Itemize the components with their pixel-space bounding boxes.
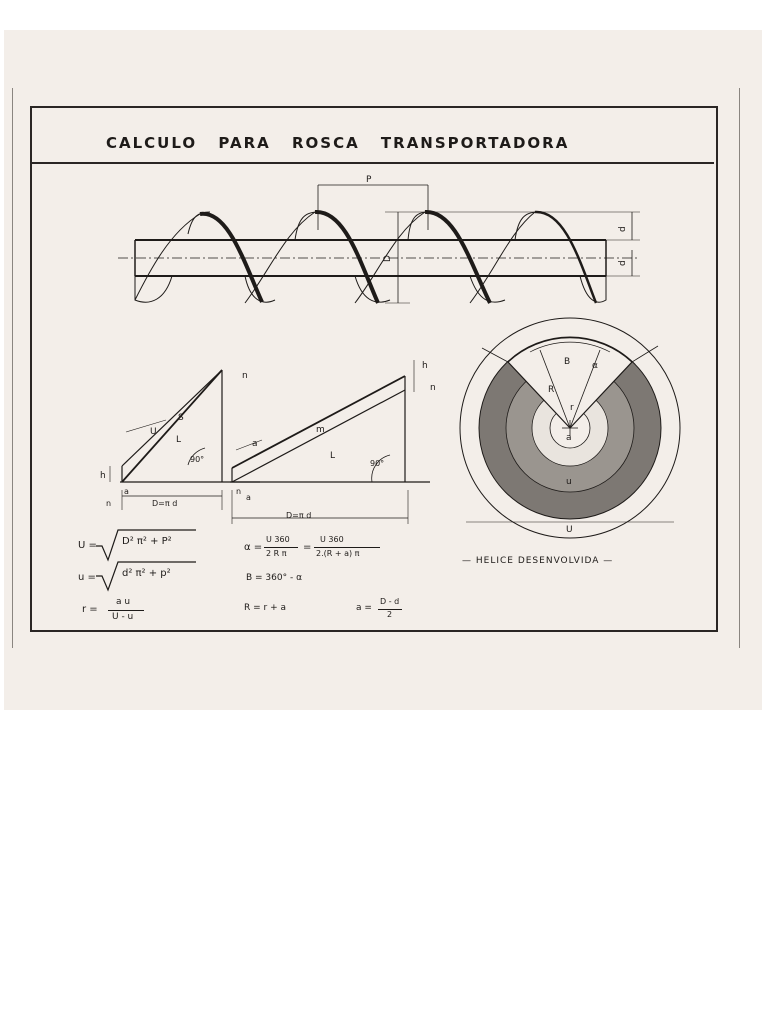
right-base-label: D=π d bbox=[286, 511, 312, 520]
formula-alpha-d1: 2 R π bbox=[266, 549, 287, 558]
formula-alpha-bar1 bbox=[264, 547, 298, 548]
disc-beta-label: B bbox=[564, 357, 571, 367]
formula-a-lhs: a = bbox=[356, 603, 372, 613]
left-h-label: h bbox=[100, 471, 106, 481]
formula-alpha-n1: U 360 bbox=[266, 535, 290, 544]
formula-r-den: U - u bbox=[112, 612, 134, 622]
right-m-label: m bbox=[316, 425, 325, 435]
formula-a-den: 2 bbox=[387, 610, 393, 619]
right-h-label: h bbox=[422, 361, 428, 371]
right-corner-a-label: a bbox=[246, 493, 251, 502]
formula-r-num: a u bbox=[116, 597, 131, 607]
right-n-label: n bbox=[430, 383, 436, 393]
disc-alpha-label: α bbox=[592, 361, 598, 371]
outer-diameter-label: D bbox=[383, 255, 393, 262]
inner-diameter-label-bottom: d bbox=[618, 260, 628, 266]
formula-r-lhs: r = bbox=[82, 604, 98, 615]
formula-U-rhs: D² π² + P² bbox=[122, 536, 172, 547]
inner-diameter-label-top: d bbox=[618, 226, 628, 232]
right-triangle bbox=[230, 360, 430, 524]
blank-page-area bbox=[0, 712, 768, 1024]
formula-r-fraction-bar bbox=[108, 610, 144, 611]
right-l-label: L bbox=[330, 451, 336, 461]
disc-a-label: a bbox=[566, 433, 572, 443]
formula-alpha-lhs: α = bbox=[244, 542, 263, 553]
left-u-label: U bbox=[150, 427, 157, 437]
formula-alpha-bar2 bbox=[314, 547, 380, 548]
formula-beta: B = 360° - α bbox=[246, 573, 303, 583]
left-angle-label: 90° bbox=[190, 455, 205, 464]
left-l-label: L bbox=[176, 435, 182, 445]
left-corner-a-label: a bbox=[124, 487, 129, 496]
disc-u-label: u bbox=[566, 477, 572, 487]
page-title: CALCULO PARA ROSCA TRANSPORTADORA bbox=[106, 134, 570, 152]
formula-alpha-eq: = bbox=[303, 542, 312, 553]
left-s-label: S bbox=[178, 413, 184, 423]
helice-caption: — HELICE DESENVOLVIDA — bbox=[462, 556, 614, 566]
right-corner-n-label: n bbox=[236, 487, 242, 496]
formula-R: R = r + a bbox=[244, 603, 286, 613]
developed-helix-disc bbox=[460, 318, 680, 538]
formula-u-rhs: d² π² + p² bbox=[122, 568, 171, 579]
left-corner-n-label: n bbox=[106, 499, 112, 508]
right-angle-label: 90° bbox=[370, 459, 385, 468]
formula-alpha-n2: U 360 bbox=[320, 535, 344, 544]
left-base-label: D=π d bbox=[152, 499, 178, 508]
formula-U-lhs: U = bbox=[78, 540, 97, 551]
right-u-label: a bbox=[252, 439, 258, 449]
left-n-label: n bbox=[242, 371, 248, 381]
disc-R-label: R bbox=[548, 385, 555, 395]
screw-conveyor bbox=[118, 185, 640, 303]
disc-U-label: U bbox=[566, 525, 573, 535]
formula-u-lhs: u = bbox=[78, 572, 96, 583]
pitch-label: P bbox=[366, 175, 372, 185]
formula-a-num: D - d bbox=[380, 597, 400, 606]
disc-r-label: r bbox=[570, 403, 574, 413]
formula-alpha-d2: 2.(R + a) π bbox=[316, 549, 360, 558]
